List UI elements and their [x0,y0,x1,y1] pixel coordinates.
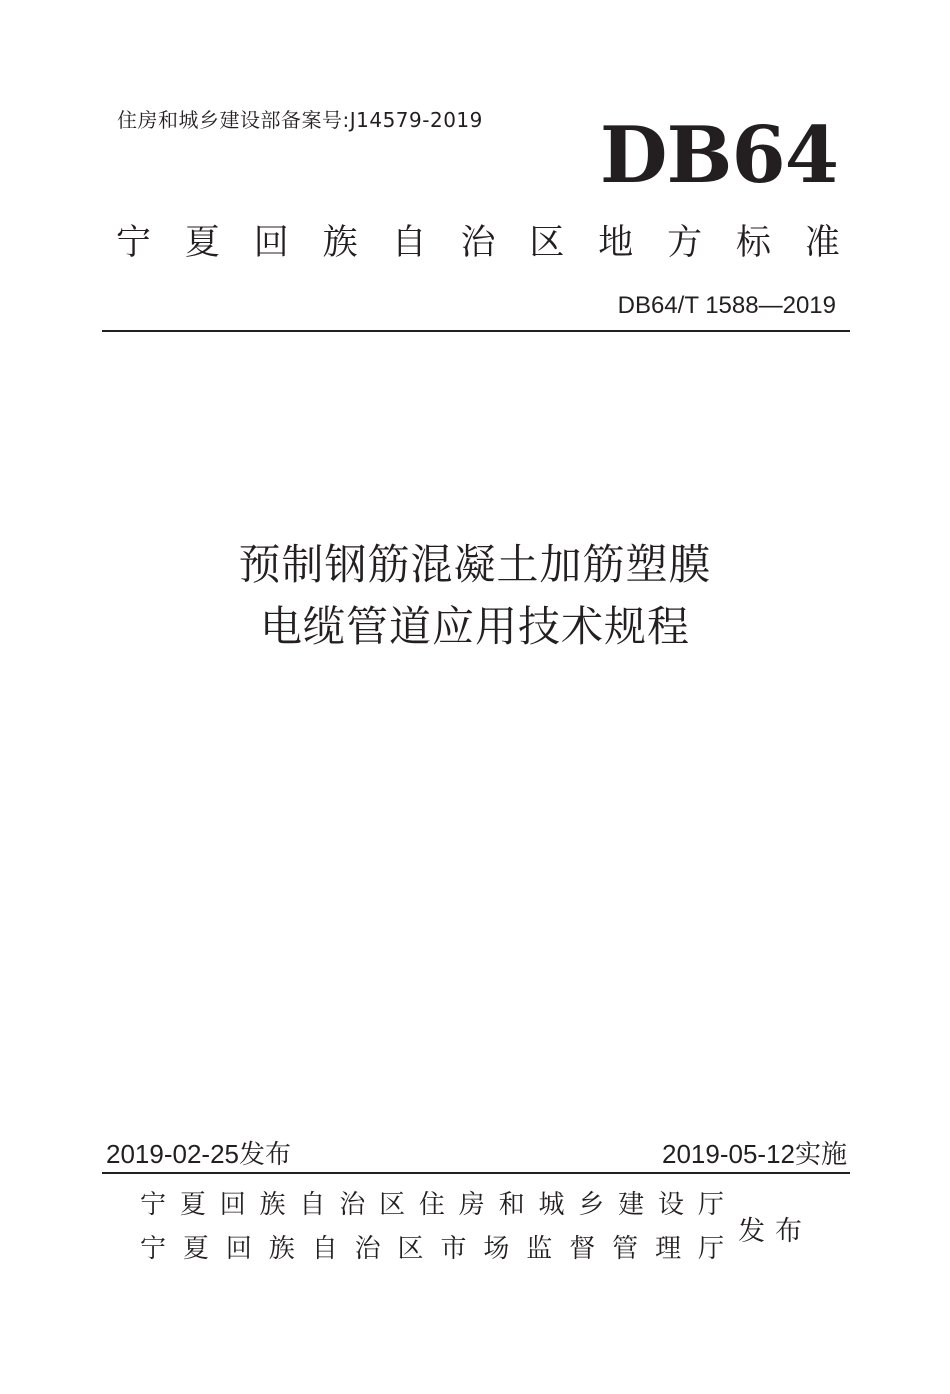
publish-label: 发布 [738,1216,812,1247]
character: 方 [667,223,703,263]
character: 城 [538,1190,565,1220]
standard-code: DB64 [599,110,838,201]
header-divider [102,330,850,332]
character: 管 [612,1234,639,1264]
character: 夏 [184,223,220,263]
issuer-line-2 [140,1232,724,1266]
character: 房 [458,1190,485,1220]
character: 场 [483,1234,510,1264]
standard-number: DB64/T 1588—2019 [617,292,836,319]
character: 族 [322,223,358,263]
document-title-line-2: 电缆管道应用技术规程 [259,602,690,651]
character: 区 [397,1234,424,1264]
character: 厅 [697,1190,724,1220]
character: 族 [268,1234,295,1264]
character: 自 [391,223,427,263]
character: 夏 [179,1190,206,1220]
character: 理 [655,1234,682,1264]
issuer-line-1 [140,1188,724,1222]
character: 标 [736,223,772,263]
character: 厅 [697,1234,724,1264]
character: 宁 [140,1234,167,1264]
filing-record: 住房和城乡建设部备案号:J14579-2019 [117,108,483,132]
character: 宁 [116,223,152,263]
character: 准 [804,223,840,263]
document-title-line-1: 预制钢筋混凝土加筋塑膜 [238,540,712,589]
character: 治 [354,1234,381,1264]
character: 监 [526,1234,553,1264]
character: 和 [498,1190,525,1220]
release-date: 2019-02-25发布 [106,1139,291,1169]
character: 乡 [578,1190,605,1220]
character: 区 [529,223,565,263]
character: 地 [598,223,634,263]
character: 自 [299,1190,326,1220]
character: 市 [440,1234,467,1264]
character: 治 [339,1190,366,1220]
character: 回 [253,223,289,263]
character: 宁 [140,1190,167,1220]
character: 回 [225,1234,252,1264]
character: 治 [460,223,496,263]
standard-type [116,220,840,266]
character: 住 [418,1190,445,1220]
character: 设 [657,1190,684,1220]
character: 自 [311,1234,338,1264]
character: 区 [379,1190,406,1220]
footer-divider [102,1172,850,1174]
character: 督 [569,1234,596,1264]
implementation-date: 2019-05-12实施 [662,1139,847,1169]
character: 族 [259,1190,286,1220]
character: 回 [219,1190,246,1220]
character: 夏 [182,1234,209,1264]
character: 建 [618,1190,645,1220]
